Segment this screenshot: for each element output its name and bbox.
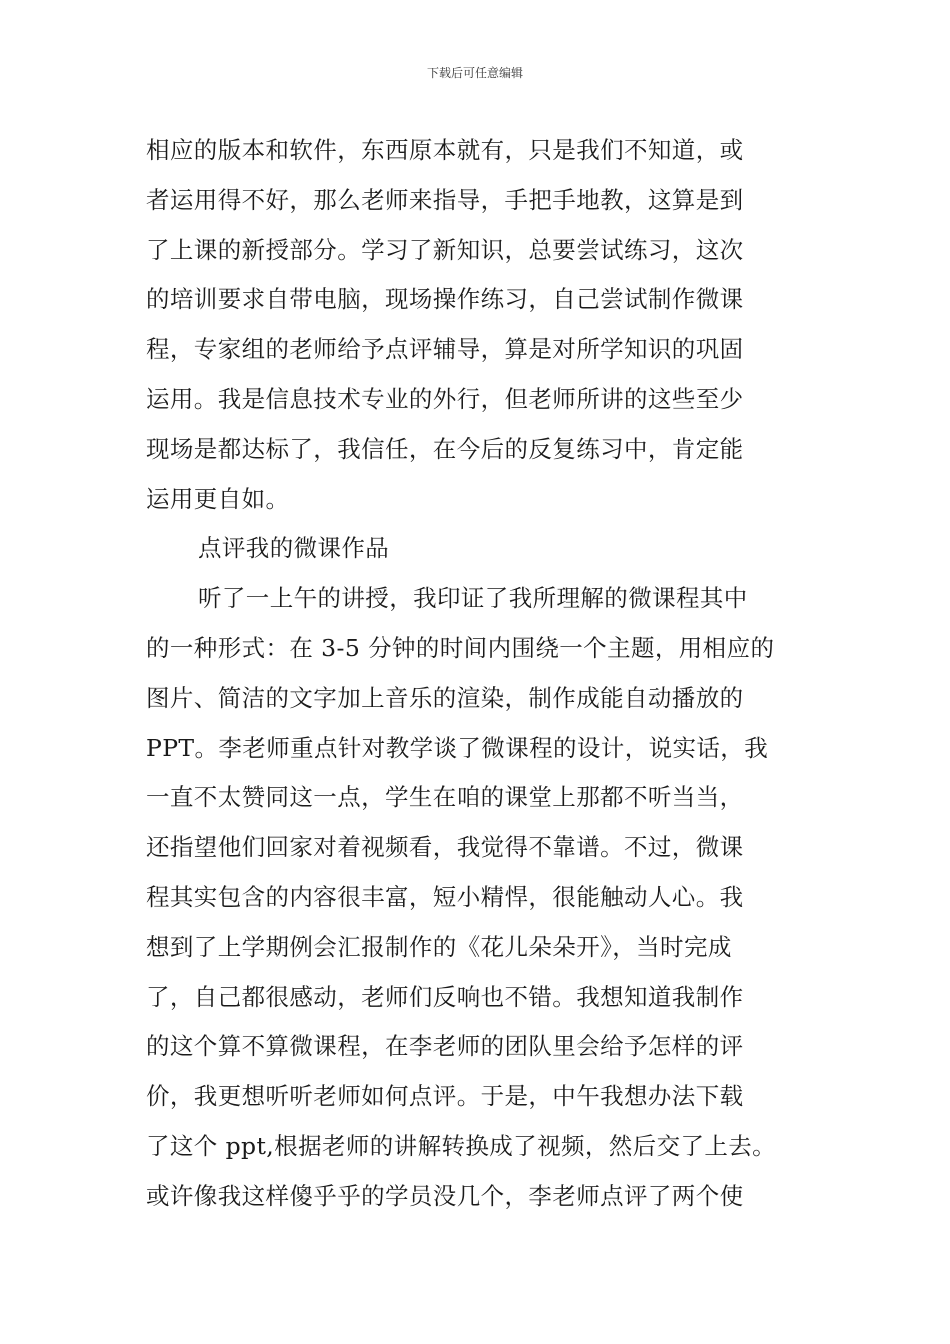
text-line: 的一种形式：在 3-5 分钟的时间内围绕一个主题，用相应的 — [146, 633, 775, 662]
text-line: 想到了上学期例会汇报制作的《花儿朵朵开》，当时完成 — [146, 932, 732, 961]
text-line: 运用。我是信息技术专业的外行，但老师所讲的这些至少 — [146, 384, 744, 413]
text-line: 运用更自如。 — [146, 484, 290, 513]
text-line: 或许像我这样傻乎乎的学员没几个，李老师点评了两个使 — [146, 1181, 744, 1210]
text-line: 者运用得不好，那么老师来指导，手把手地教，这算是到 — [146, 185, 744, 214]
text-line: 现场是都达标了，我信任，在今后的反复练习中，肯定能 — [146, 434, 744, 463]
text-line: PPT。李老师重点针对教学谈了微课程的设计，说实话，我 — [146, 733, 769, 762]
document-body — [146, 126, 816, 1222]
text-line: 程其实包含的内容很丰富，短小精悍，很能触动人心。我 — [146, 882, 744, 911]
text-line: 程，专家组的老师给予点评辅导，算是对所学知识的巩固 — [146, 335, 744, 364]
section-heading: 点评我的微课作品 — [198, 534, 390, 563]
text-line: 了这个 ppt,根据老师的讲解转换成了视频，然后交了上去。 — [146, 1131, 777, 1160]
text-line: 价，我更想听听老师如何点评。于是，中午我想办法下载 — [146, 1082, 744, 1111]
text-line: 相应的版本和软件，东西原本就有，只是我们不知道，或 — [146, 136, 744, 164]
text-line: 的培训要求自带电脑，现场操作练习，自己尝试制作微课 — [146, 285, 744, 314]
text-line: 了，自己都很感动，老师们反响也不错。我想知道我制作 — [146, 982, 744, 1011]
text-line: 了上课的新授部分。学习了新知识，总要尝试练习，这次 — [146, 235, 744, 264]
text-line: 听了一上午的讲授，我印证了我所理解的微课程其中 — [198, 584, 748, 613]
page-header: 下载后可任意编辑 — [426, 66, 523, 80]
text-line: 还指望他们回家对着视频看，我觉得不靠谱。不过，微课 — [146, 833, 744, 862]
text-line: 一直不太赞同这一点，学生在咱的课堂上那都不听当当， — [146, 783, 744, 812]
text-line: 图片、简洁的文字加上音乐的渲染，制作成能自动播放的 — [146, 683, 744, 712]
text-line: 的这个算不算微课程，在李老师的团队里会给予怎样的评 — [146, 1032, 744, 1061]
